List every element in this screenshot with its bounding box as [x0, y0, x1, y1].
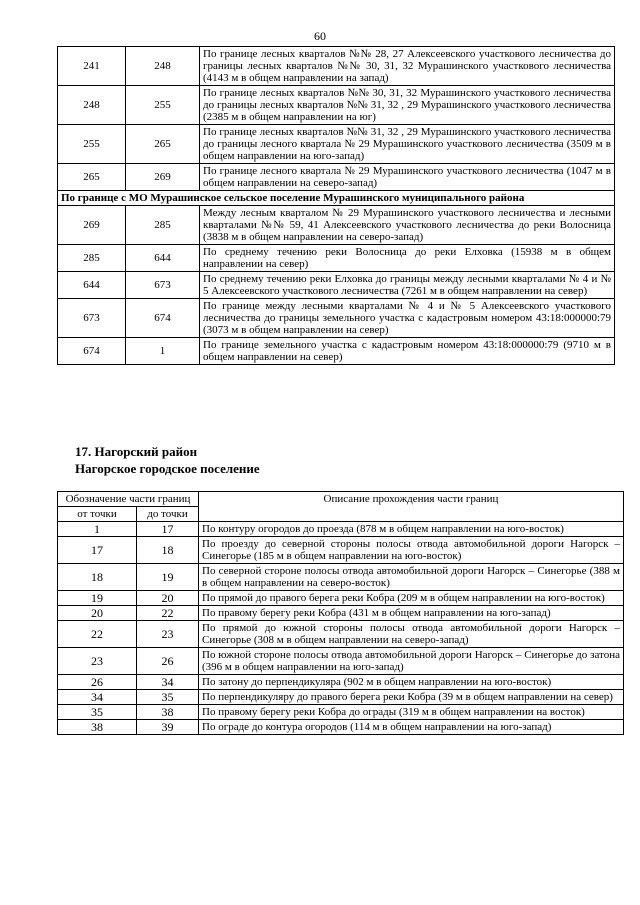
table-row — [58, 86, 615, 125]
point-to: 673 — [126, 272, 200, 299]
table-row — [58, 705, 624, 720]
segment-description: По границе между лесными кварталами № 4 и № 5 Алексеевского участкового лесничества до границы земельного участка с кадастровым номером 43:18:000000:79 (3073 м в общем направлении на север) — [200, 299, 615, 338]
point-to: 38 — [137, 705, 199, 720]
segment-description: По границе земельного участка с кадастровым номером 43:18:000000:79 (9710 м в общем направлении на север) — [200, 338, 615, 365]
point-to: 644 — [126, 245, 200, 272]
point-to: 1 — [126, 338, 200, 365]
table-row — [58, 338, 615, 365]
segment-description: По контуру огородов до проезда (878 м в общем направлении на юго-восток) — [199, 522, 624, 537]
table-row — [58, 47, 615, 86]
table-row — [58, 164, 615, 191]
point-from: 34 — [58, 690, 137, 705]
section-row — [58, 191, 615, 206]
table-row — [58, 591, 624, 606]
point-to: 22 — [137, 606, 199, 621]
point-from: 38 — [58, 720, 137, 735]
table-row — [58, 206, 615, 245]
point-to: 255 — [126, 86, 200, 125]
header-description: Описание прохождения части границ — [199, 492, 624, 522]
segment-description: По южной стороне полосы отвода автомобильной дороги Нагорск – Синегорье до затона (396 м в общем направлении на юго-запад) — [199, 648, 624, 675]
point-to: 19 — [137, 564, 199, 591]
segment-description: По границе лесных кварталов №№ 28, 27 Алексеевского участкового лесничества до границы лесных кварталов №№ 30, 31, 32 Мурашинского участкового лесничества (4143 м в общем направлении на запад) — [200, 47, 615, 86]
point-from: 19 — [58, 591, 137, 606]
segment-description: По проезду до северной стороны полосы отвода автомобильной дороги Нагорск – Синегорье (185 м в общем направлении на юго-восток) — [199, 537, 624, 564]
point-to: 20 — [137, 591, 199, 606]
header-to: до точки — [137, 507, 199, 522]
point-to: 265 — [126, 125, 200, 164]
point-from: 248 — [58, 86, 126, 125]
page-number: 60 — [314, 29, 326, 43]
point-from: 17 — [58, 537, 137, 564]
segment-description: По прямой до южной стороны полосы отвода автомобильной дороги Нагорск – Синегорье (308 м в общем направлении на северо-запад) — [199, 621, 624, 648]
point-from: 674 — [58, 338, 126, 365]
segment-description: По среднему течению реки Елховка до границы между лесными кварталами № 4 и № 5 Алексеевского участкового лесничества (7261 м в общем направлении на север) — [200, 272, 615, 299]
point-from: 20 — [58, 606, 137, 621]
point-from: 35 — [58, 705, 137, 720]
point-to: 26 — [137, 648, 199, 675]
header-designation: Обозначение части границ — [58, 492, 199, 507]
segment-description: По границе лесного квартала № 29 Мурашинского участкового лесничества (1047 м в общем направлении на северо-запад) — [200, 164, 615, 191]
table-row — [58, 299, 615, 338]
point-to: 674 — [126, 299, 200, 338]
point-from: 1 — [58, 522, 137, 537]
point-from: 18 — [58, 564, 137, 591]
table-row — [58, 125, 615, 164]
district-heading: 17. Нагорский район — [75, 444, 198, 459]
segment-description: По среднему течению реки Волосница до реки Елховка (15938 м в общем направлении на север) — [200, 245, 615, 272]
boundary-table-continued — [57, 46, 615, 365]
point-from: 241 — [58, 47, 126, 86]
header-from: от точки — [58, 507, 137, 522]
table-row — [58, 606, 624, 621]
table-row — [58, 690, 624, 705]
settlement-heading: Нагорское городское поселение — [75, 461, 260, 476]
point-from: 26 — [58, 675, 137, 690]
segment-description: По затону до перпендикуляра (902 м в общем направлении на юго-восток) — [199, 675, 624, 690]
point-to: 39 — [137, 720, 199, 735]
table-row — [58, 537, 624, 564]
segment-description: По правому берегу реки Кобра (431 м в общем направлении на юго-запад) — [199, 606, 624, 621]
table-row — [58, 272, 615, 299]
point-from: 644 — [58, 272, 126, 299]
segment-description: По перпендикуляру до правого берега реки Кобра (39 м в общем направлении на север) — [199, 690, 624, 705]
point-from: 23 — [58, 648, 137, 675]
table-row — [58, 621, 624, 648]
table-row — [58, 720, 624, 735]
segment-description: По границе лесных кварталов №№ 30, 31, 32 Мурашинского участкового лесничества до границы лесных кварталов №№ 31, 32 , 29 Мурашинского участкового лесничества (2385 м в общем направлении на юг) — [200, 86, 615, 125]
point-from: 269 — [58, 206, 126, 245]
point-to: 34 — [137, 675, 199, 690]
segment-description: По правому берегу реки Кобра до ограды (319 м в общем направлении на восток) — [199, 705, 624, 720]
section-title: По границе с МО Мурашинское сельское поселение Мурашинского муниципального района — [58, 191, 615, 206]
point-from: 673 — [58, 299, 126, 338]
segment-description: По границе лесных кварталов №№ 31, 32 , 29 Мурашинского участкового лесничества до границы лесного квартала № 29 Мурашинского участкового лесничества (3509 м в общем направлении на юго-запад) — [200, 125, 615, 164]
point-to: 23 — [137, 621, 199, 648]
header-row — [58, 492, 624, 507]
point-to: 17 — [137, 522, 199, 537]
point-to: 18 — [137, 537, 199, 564]
table-row — [58, 648, 624, 675]
segment-description: По прямой до правого берега реки Кобра (209 м в общем направлении на юго-восток) — [199, 591, 624, 606]
table-row — [58, 245, 615, 272]
segment-description: По северной стороне полосы отвода автомобильной дороги Нагорск – Синегорье (388 м в общем направлении на северо-восток) — [199, 564, 624, 591]
point-from: 22 — [58, 621, 137, 648]
segment-description: Между лесным кварталом № 29 Мурашинского участкового лесничества и лесными кварталами №№ 59, 41 Алексеевского участкового лесничества до реки Волосница (3838 м в общем направлении на северо-запад) — [200, 206, 615, 245]
table-row — [58, 675, 624, 690]
table-row — [58, 522, 624, 537]
point-from: 255 — [58, 125, 126, 164]
point-to: 269 — [126, 164, 200, 191]
point-to: 285 — [126, 206, 200, 245]
boundary-table — [57, 491, 624, 735]
point-to: 248 — [126, 47, 200, 86]
table-row — [58, 564, 624, 591]
point-from: 265 — [58, 164, 126, 191]
point-from: 285 — [58, 245, 126, 272]
point-to: 35 — [137, 690, 199, 705]
segment-description: По ограде до контура огородов (114 м в общем направлении на юго-запад) — [199, 720, 624, 735]
